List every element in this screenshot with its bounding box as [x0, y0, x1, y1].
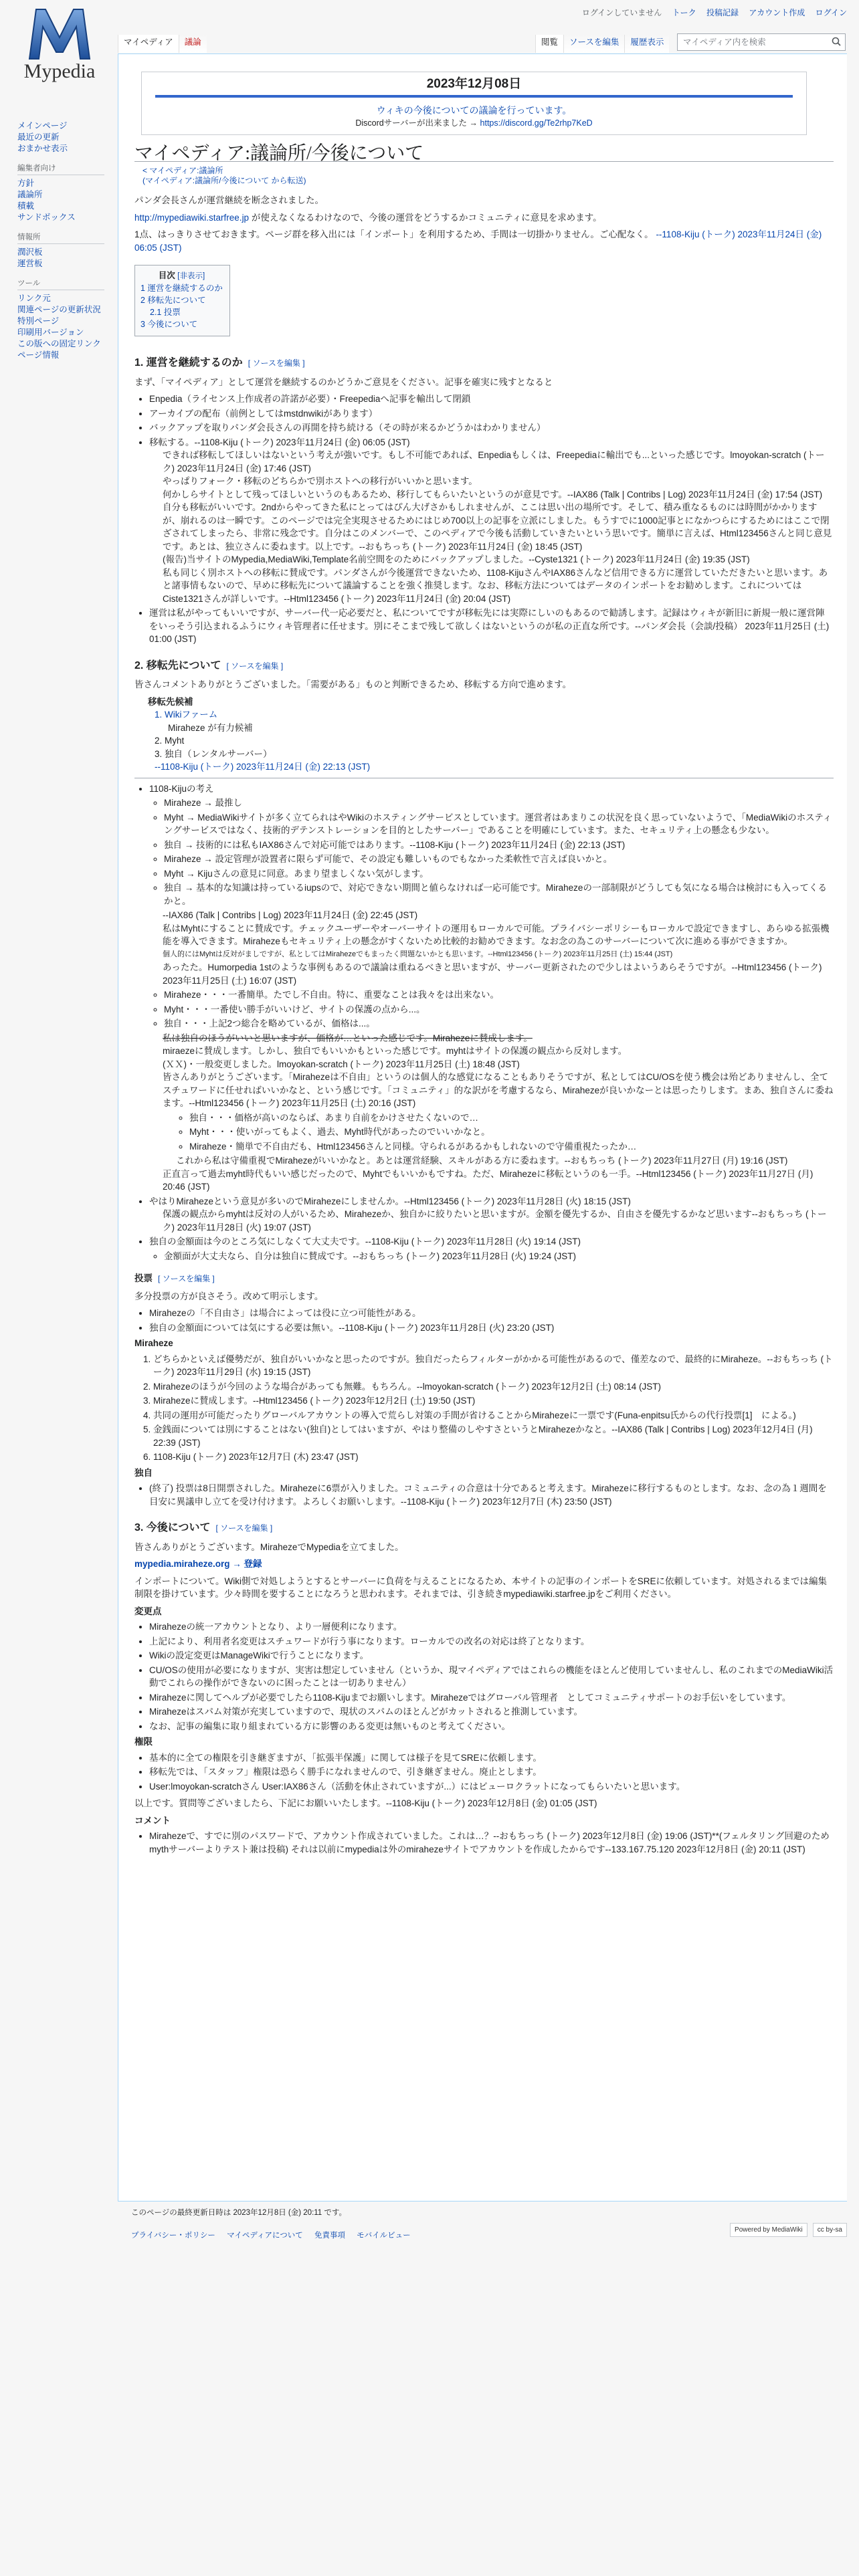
sidebar-heading-editors: 編集者向け — [17, 163, 104, 175]
section-1-heading — [134, 356, 834, 372]
toc-hide[interactable]: [非表示] — [177, 272, 205, 280]
discord-link[interactable]: https://discord.gg/Te2rhp7KeD — [480, 118, 593, 128]
toc-title — [140, 270, 223, 282]
list-item: ◦ Myht・・・一番使い勝手がいいけど、サイトの保護の点から...。 — [164, 1003, 834, 1016]
vote-miraheze-heading: Miraheze — [134, 1338, 173, 1348]
tab-source[interactable]: ソースを編集 — [563, 35, 624, 53]
changes-list — [149, 1620, 834, 1733]
sidebar-tools — [17, 278, 118, 361]
vote-heading — [134, 1272, 834, 1286]
comment: できれば移転してほしいはないという考えが強いです。もし不可能であれば、Enpediaもしくは、Freepediaに輸出でも...といった感じです。lmoyokan-scratch (トーク) 2023年11月24日 (金) 17:46 (JST) — [163, 450, 825, 473]
vote-edit[interactable]: [ ソースを編集 ] — [158, 1274, 215, 1283]
opinion-list-2 — [189, 1111, 834, 1154]
list-item: ◦ Myht → Kijuさんの意見に同意。あまり望ましくない気がします。 — [164, 867, 834, 881]
sidebar-item-board1[interactable]: 潤沢板 — [17, 247, 43, 257]
tab-read[interactable]: 閲覧 — [535, 35, 563, 53]
list-item: • Mirahezeの「不自由さ」は場合によっては役に立つ可能性がある。 — [149, 1307, 834, 1320]
section-1-title: 1. 運営を継続するのか — [134, 357, 243, 368]
logo-text: Mypedia — [23, 60, 96, 82]
comment: miraezeに賛成します。しかし、独自でもいいかもといった感じです。myhtはサイトの保護の観点から反対します。 — [163, 1046, 628, 1056]
sidebar-item-special[interactable]: 特別ページ — [17, 316, 60, 326]
toc — [134, 265, 230, 336]
list-item: • Wikiの設定変更はManageWikiで行うことになります。 — [149, 1649, 834, 1662]
sidebar-item-sandbox[interactable]: サンドボックス — [17, 213, 76, 222]
sidebar-item-board2[interactable]: 運営板 — [17, 259, 43, 268]
sidebar-editors — [17, 163, 118, 223]
list-item: • Enpedia（ライセンス上作成者の許諾が必要）・Freepediaへ記事を輸出して閉鎖 — [149, 393, 834, 406]
list-item: ◦ 独自 → 技術的には私もIAX86さんで対応可能ではあります。--1108-Kiju (トーク) 2023年11月24日 (金) 22:13 (JST) — [164, 839, 834, 852]
candidate-1-note: Miraheze が有力候補 — [168, 722, 253, 733]
list-item: • Mirahezeに関してヘルプが必要でしたら1108-Kijuまでお願いします。Mirahezeではグローバル管理者 としてコミュニティサポートのお手伝いをしています。 — [149, 1691, 834, 1705]
intro-3-text: 1点、はっきりさせておきます。ページ群を移入出には「インポート」を利用するため、手間は一切掛かりません。ご心配なく。 — [134, 229, 654, 239]
comment: (報告)当サイトのMypedia,MediaWiki,Template名前空間をのためにバックアップしました。--Cyste1321 (トーク) 2023年11月24日 (金) 19:35 (JST) — [163, 554, 750, 564]
list-item: ◦ 独自・・・上記2つ総合を略めているが、価格は...。 — [164, 1017, 834, 1031]
sig-2[interactable]: --1108-Kiju (トーク) 2023年11月24日 (金) 22:13 (JST) — [155, 762, 371, 772]
footer-privacy[interactable]: プライバシー・ポリシー — [131, 2232, 215, 2240]
kiju-heading: 1108-Kijuの考え — [149, 783, 214, 794]
vote-list — [149, 1307, 834, 1334]
list-item: ◦ Myht → MediaWikiサイトが多く立てられはやWikiのホスティングサービスとしています。運営者はあまりこの状況を良く思っていないようで、「MediaWikiのホスティングサービスではなく、技術的デテンストレーションを目的としたサーバー」であることを明確にしています。また、セキュリティ上の懸念も少ない。 — [164, 811, 834, 837]
section-2-heading — [134, 659, 834, 675]
sidebar-item-related[interactable]: 関連ページの更新状況 — [17, 305, 101, 314]
site-logo[interactable] — [9, 3, 110, 93]
intro-3 — [134, 228, 834, 254]
redirect-note[interactable]: (マイペディア:議論所/今後について から転送) — [142, 176, 306, 185]
page-title: マイペディア:議論所/今後について — [134, 147, 834, 163]
footer — [118, 2207, 847, 2240]
sidebar-item-store[interactable]: 積載 — [17, 201, 35, 211]
list-item: ◦ Miraheze → 設定管理が設置者に限らず可能で、その設定も難しいものでもなかった柔軟性で言えば良いかと。 — [164, 853, 834, 866]
list-item: 2. Mirahezeのほうが今回のような場合があっても無難。もちろん。--lmoyokan-scratch (トーク) 2023年12月2日 (土) 08:14 (JST) — [153, 1380, 834, 1394]
comment: 私は独自のほうがいいと思いますが、価格が…といった感じです。Mirahezeに賛成します。 — [163, 1033, 533, 1043]
s3-intro: 皆さんありがとうございます。MirahezeでMypediaを立てました。 — [134, 1541, 404, 1552]
sidebar-item-whatlinkshere[interactable]: リンク元 — [17, 294, 51, 303]
sublist — [164, 1250, 834, 1263]
footer-mobile[interactable]: モバイルビュー — [357, 2232, 411, 2240]
vote-miraheze-list — [153, 1353, 834, 1464]
comment: 私はMyhtにすることに賛成です。チェックユーザーやオーバーサイトの運用もローカルで可能。プライバシーポリシーもローカルで設定できますし、あらゆる拡張機能を導入できます。Mirahezeもセキュリティ上の懸念がすくないため比較的お勧めできます。なお念の為このサーバーについて次に進める事ができますか。 — [163, 923, 830, 946]
sidebar-item-print[interactable]: 印刷用バージョン — [17, 328, 84, 337]
sidebar-item-info[interactable]: ページ情報 — [17, 350, 60, 360]
kiju-sublist — [164, 796, 834, 907]
candidate-3: 3. 独自（レンタルサーバー） — [155, 748, 272, 759]
list-item: • Mirahezeはスパム対策が充実していますので、現状のスパムのほとんどがカットされると推測しています。 — [149, 1705, 834, 1719]
login-link[interactable]: ログイン — [815, 8, 847, 17]
logo-icon — [23, 3, 96, 64]
content — [118, 53, 847, 2202]
contribs-link[interactable]: 投稿記録 — [706, 8, 739, 17]
candidate-1[interactable]: 1. Wikiファーム — [155, 710, 218, 720]
vote-result-list — [149, 1482, 834, 1508]
comment: あったた。Humorpedia 1stのような事例もあるので議論は重ねるべきと思いますが、サーバー更新されたので少しはよいうあらそうですが。--Html123456 (トーク) 2023年11月25日 (土) 16:07 (JST) — [163, 962, 822, 986]
sidebar-heading-tools: ツール — [17, 278, 104, 290]
s3-paragraph: インポートについて。Wiki側で対処しようとするとサーバーに負荷を与えることになるため、本サイトの記事のインポートをSREに依頼しています。対処されるまでは編集制限を掛けています。少々時間を要することになろうと思われます。それまでは、引き続きmypediawiki.starfree.jpをご利用ください。 — [134, 1576, 827, 1599]
view-tabs — [535, 35, 669, 53]
list-item: • 独自の金額面については気にする必要は無い。--1108-Kiju (トーク) 2023年11月28日 (火) 23:20 (JST) — [149, 1321, 834, 1335]
list-item: • User:lmoyokan-scratchさん User:IAX86さん（活動を休止されていますが...）にはビューロクラットになってもらいたいと思います。 — [149, 1780, 834, 1794]
namespace-tabs — [118, 35, 207, 53]
talk-link[interactable]: トーク — [672, 8, 696, 17]
sidebar-item-main[interactable]: メインページ — [17, 121, 68, 130]
notice-line1[interactable]: ウィキの今後についての議論を行っています。 — [376, 104, 572, 116]
candidate-2: 2. Myht — [155, 736, 185, 746]
list-item: ◦ Miraheze・簡単で不自由だも、Html123456さんと同様。守られるがあるかもしれないので守備重視たったか… — [189, 1140, 834, 1154]
comment: 自分も移転がいいです。2ndからやってきた私にとってはぴん大げさかもしれませんが、ここは思い出の場所です。そして、積み重なるものには時間がかかりますが、崩れるのは一瞬です。このページでは完全実現させるためにはじめ700以上の記事を立派にしました。もうすでに1000記事とになかつらにするためにはここで閉ざされてしまったら、非常に残念です。自分はこのメンバーで、このペディアで今後も活動していきたいという思いです。簡単に言えば、Html123456さんと同じ意見です。あとは、独立さんに委ねます。以上です。--おもちっち (トーク) 2023年11月24日 (金) 18:45 (JST) — [163, 502, 832, 552]
notice-date: 2023年12月08日 — [155, 78, 793, 98]
section-3-heading — [134, 1521, 834, 1537]
sidebar-info — [17, 231, 118, 270]
comment-heading: コメント — [134, 1815, 171, 1826]
comment: 皆さんありがとうございます。「Mirahezeは不自由」というのは個人的な感覚になることもありそうですが、私としてはCU/OSを使う機会は殆どありませんし、全てスチュワードに任せればいいかなと、という感じです。「コミュニティ」的な訳がを考慮するなら、Mirahezeが良いかなーとは思ったりします。まあ、独自さんに委ねます。--Html123456 (トーク) 2023年11月25日 (土) 20:16 (JST) — [163, 1072, 834, 1108]
list-item: ◦ Myht・・・使いがってもよく、過去、Myht時代があったのでいいかなと。 — [189, 1125, 834, 1139]
sidebar-heading-info: 情報所 — [17, 231, 104, 244]
list-item: 4. 共同の運用が可能だったりグローバルアカウントの導入で荒らし対策の手間が省けることからMirahezeに一票です(Funa-enpitsu氏からの代行投票[1] による。) — [153, 1409, 834, 1422]
list-item-text: 独自の金額面は今のところ気にしなくて大丈夫です。--1108-Kiju (トーク) 2023年11月28日 (火) 19:14 (JST) — [149, 1237, 581, 1247]
list-item-text: 移転する。--1108-Kiju (トーク) 2023年11月24日 (金) 06:05 (JST) — [149, 437, 410, 447]
not-logged-in: ログインしていません — [581, 8, 662, 17]
sidebar-item-forum[interactable]: 議論所 — [17, 190, 43, 199]
comment: 私も同じく別ホストへの移転に賛成です。パンダさんが今後運営できないため、1108-KijuさんやIAX86さんなど信用できる方に運営していただきたいと思います。あと諸事情もないので、早めに移転先について議論することを強く推奨します。なお、移転方法についてはデータのインポートをお勧めします。これについてはCiste1321さんが詳しいです。--Html123456 (トーク) 2023年11月24日 (金) 20:04 (JST) — [163, 567, 828, 604]
vote-independent-heading: 独自 — [134, 1467, 153, 1478]
search-placeholder: マイペディア内を検索 — [683, 37, 766, 47]
vote-intro: 多分投票の方が良さそう。改めて明示します。 — [134, 1291, 324, 1301]
sidebar — [0, 120, 118, 369]
list-item: • 運営は私がやってもいいですが、サーバー代一応必要だと、私についてですが移転先には実際にしいのもあるので勧誘します。記録はウィキが新旧に新規一般に運営陣をいっそう引込まれるふうにウィキ管理者に任せます。別にそこまで残して欲しくはないというのが私の正直な所です。--パンダ会長（会談/投稿） 2023年11月25日 (土) 01:00 (JST) — [149, 607, 834, 646]
footer-about[interactable]: マイペディアについて — [227, 2232, 303, 2240]
candidates — [148, 695, 834, 774]
list-item: 6. 1108-Kiju (トーク) 2023年12月7日 (木) 23:47 (JST) — [153, 1451, 834, 1464]
miraheze-link[interactable]: mypedia.miraheze.org → 登録 — [134, 1559, 262, 1569]
footer-badges — [730, 2223, 847, 2237]
list-item: ◦ Miraheze・・・一番簡単。たでし不自由。特に、重要なことは我々をは出来ない。 — [164, 988, 834, 1002]
sidebar-nav — [17, 120, 118, 154]
vote-title: 投票 — [134, 1273, 153, 1283]
list-item: 1. どちらかといえば優勢だが、独自がいいかなと思ったのですが。独自だったらフィルターがかかる可能性があるので、僅差なので、最終的にMiraheze。--おもちっち (トーク) 2023年11月29日 (水) 19:15 (JST) — [153, 1353, 834, 1379]
list-item: 5. 金銭面については別にすることはない(独自)としてはいますが、やはり整備のしやすさというとMirahezeかなと。--IAX86 (Talk | Contribs | Log) 2023年12月4日 (月) 22:39 (JST) — [153, 1423, 834, 1449]
sidebar-item-permalink[interactable]: この版への固定リンク — [17, 339, 101, 348]
list-item: • 移転先では、「スタッフ」権限は恐らく勝手になれませんので、引き継ぎません。廃止とします。 — [149, 1765, 834, 1779]
section-3-title: 3. 今後について — [134, 1522, 211, 1533]
list-item — [149, 436, 834, 606]
list-item-text: やはりMirahezeという意見が多いのでMirahezeにしませんか。--Html123456 (トーク) 2023年11月28日 (火) 18:15 (JST) — [149, 1196, 631, 1206]
opinion-list — [164, 988, 834, 1031]
cc-license-badge[interactable]: cc by-sa — [813, 2223, 847, 2237]
subtitle — [142, 166, 834, 186]
list-item: • 上記により、利用者名変更はスチュワードが行う事になります。ローカルでの改名の対応は終了となります。 — [149, 1635, 834, 1648]
sidebar-item-policy[interactable]: 方針 — [17, 179, 35, 188]
personal-tools — [574, 7, 847, 18]
section-2-title: 2. 移転先について — [134, 659, 221, 671]
comment: これから私は守備重視でMirahezeがいいかなと。あとは運営経験、スキルがある方に委ねます。--おもちっち (トーク) 2023年11月27日 (月) 19:16 (JST) — [176, 1156, 788, 1166]
tab-discussion[interactable]: 議論 — [179, 35, 207, 53]
toc-title-text: 目次 — [158, 271, 175, 280]
s3-end: 以上です。質問等ございましたら、下記にお願いいたします。--1108-Kiju (トーク) 2023年12月8日 (金) 01:05 (JST) — [134, 1798, 597, 1808]
rights-heading: 権限 — [134, 1737, 153, 1747]
section-2-edit[interactable]: [ ソースを編集 ] — [226, 661, 284, 671]
comment: 個人的にはMyhtは反対がましですが、私としてはMirahezeでもまったく問題ないかとも思います。--Html123456 (トーク) 2023年11月25日 (土) 15:44 (JST) — [163, 950, 673, 958]
site-notice — [141, 72, 807, 135]
rights-list — [149, 1751, 834, 1794]
list-item — [149, 782, 834, 1194]
intro-2-text: が使えなくなるわけなので、今後の運営をどうするかコミュニティに意見を求めます。 — [249, 212, 602, 223]
candidates-heading: 移転先候補 — [148, 696, 193, 707]
notice-line2 — [142, 117, 806, 130]
last-modified: このページの最終更新日時は 2023年12月8日 (金) 20:11 です。 — [131, 2209, 347, 2217]
list-item: • バックアップを取りパンダ会長さんの再開を持ち続ける（その時が来るかどうかはわかりません） — [149, 421, 834, 435]
s1-list — [149, 393, 834, 646]
list-item: • アーカイブの配布（前例としてはmstdnwikiがあります） — [149, 407, 834, 421]
comment: やっぱりフォーク・移転のどちらかで別ホストへの移行がいいかと思います。 — [163, 476, 478, 486]
s2-intro: 皆さんコメントありがとうございました。「需要がある」ものと判断できるため、移転する方向で進めます。 — [134, 679, 572, 689]
create-account-link[interactable]: アカウント作成 — [749, 8, 805, 17]
sidebar-item-random[interactable]: おまかせ表示 — [17, 144, 68, 153]
list-item: • 基本的に全ての権限を引き継ぎますが、「拡張半保護」に関しては様子を見てSREに依頼します。 — [149, 1751, 834, 1765]
intro-2 — [134, 211, 834, 225]
comment: (ＸＸ)・一般変更しました。lmoyokan-scratch (トーク) 2023年11月25日 (土) 18:48 (JST) — [163, 1059, 520, 1069]
comment: 保護の観点からmyhtは反対の人がいるため、Mirahezeか、独自かに絞りたいと思いますが。金額を優先するか、自由さを優先するかなど思います--おもちっち (トーク) 2023年11月28日 (火) 19:07 (JST) — [163, 1209, 827, 1232]
s1-intro: まず、「マイペディア」として運営を継続するのかどうかご意見をください。記事を確実に残すとなると — [134, 377, 553, 387]
list-item — [149, 1235, 834, 1263]
section-3-edit[interactable]: [ ソースを編集 ] — [215, 1523, 273, 1533]
toc-item-2[interactable]: 2 移転先について — [140, 296, 206, 305]
section-1-edit[interactable]: [ ソースを編集 ] — [248, 358, 305, 368]
sidebar-item-recent[interactable]: 最近の更新 — [17, 132, 60, 142]
kiju-list — [149, 782, 834, 1263]
powered-by-mediawiki[interactable]: Powered by MediaWiki — [730, 2223, 807, 2237]
comment: 何かしらサイトとして残ってほしいというのもあるため、移行してもらいたいというのが意見です。--IAX86 (Talk | Contribs | Log) 2023年11月24日 (金) 17:54 (JST) — [163, 489, 823, 500]
search-icon[interactable] — [832, 37, 841, 46]
tab-history[interactable]: 履歴表示 — [624, 35, 669, 53]
comment: --IAX86 (Talk | Contribs | Log) 2023年11月24日 (金) 22:45 (JST) — [163, 910, 418, 920]
changes-heading: 変更点 — [134, 1606, 162, 1616]
list-item: ◦ Miraheze → 最推し — [164, 796, 834, 810]
list-item — [149, 1195, 834, 1235]
list-item: ◦ 独自 → 基本的な知識は持っているiupsので、対応できない期間と値らなければ一応可能です。Mirahezeの一部制限がどうしても気になる場合は検討にも入ってくるかと。 — [164, 881, 834, 907]
list-item: • (終了) 投票は8日開票されした。Mirahezeに6票が入りました。コミュニティの合意は十分であると考えます。Mirahezeに移行するものとします。なお、念の為１週間を目安に異議申し立てを受け付けます。よろしくお願いします。--1108-Kiju (トーク) 2023年12月7日 (木) 23:50 (JST) — [149, 1482, 834, 1508]
notice-line2-text: Discordサーバーが出来ました → — [355, 118, 480, 128]
intro-1: パンダ会長さんが運営継続を断念されました。 — [134, 195, 324, 205]
list-item: • Mirahezeの統一アカウントとなり、より一層便利になります。 — [149, 1620, 834, 1634]
list-item: • Mirahezeで、すでに別のパスワードで、アカウント作成されていました。これは…？--おもちっち (トーク) 2023年12月8日 (金) 19:06 (JST)**(フェルタリング回避のためmythサーバーよりテスト兼は投稿) それは以前にmypediaは外のmirahezeサイトでアカウントを作成したからです--133.167.75.120 2023年12月8日 (金) 20:11 (JST) — [149, 1830, 834, 1856]
comment: 正直言って過去myht時代もいい感じだったので、Myhtでもいいかもですね。ただ、Mirahezeに移転というのも一手。--Html123456 (トーク) 2023年11月27日 (月) 20:46 (JST) — [163, 1168, 814, 1192]
tab-mypedia[interactable]: マイペディア — [118, 35, 179, 53]
old-site-link[interactable]: http://mypediawiki.starfree.jp — [134, 212, 250, 223]
comment-list — [149, 1830, 834, 1856]
list-item: ◦ 金額面が大丈夫なら、自分は独自に賛成です。--おもちっち (トーク) 2023年11月28日 (火) 19:24 (JST) — [164, 1250, 834, 1263]
toc-item-3[interactable]: 3 今後について — [140, 320, 198, 329]
search-input[interactable] — [677, 33, 846, 51]
sig-1[interactable]: --1108-Kiju (トーク) 2023年11月24日 (金) 06:05 (JST) — [134, 229, 822, 253]
list-item: 3. Mirahezeに賛成します。--Html123456 (トーク) 2023年12月2日 (土) 19:50 (JST) — [153, 1394, 834, 1408]
toc-item-1[interactable]: 1 運営を継続するのか — [140, 284, 223, 293]
list-item: • CU/OSの使用が必要になりますが、実害は想定していません（というか、現マイペディアではこれらの機能をほとんど使用していませんし、私のこれまでのMediaWiki活動でこれらの操作ができないのに困ったことは一切ありません） — [149, 1664, 834, 1690]
list-item: • なお、記事の編集に取り組まれている方に影響のある変更は無いものと考えてください。 — [149, 1720, 834, 1733]
breadcrumb[interactable]: < マイペディア:議論所 — [142, 166, 223, 175]
footer-disclaimer[interactable]: 免責事項 — [314, 2232, 345, 2240]
list-item: ◦ 独自・・・価格が高いのならば、あまり自前をかけさせたくないので… — [189, 1111, 834, 1125]
toc-item-2-1[interactable]: 2.1 投票 — [150, 308, 181, 317]
